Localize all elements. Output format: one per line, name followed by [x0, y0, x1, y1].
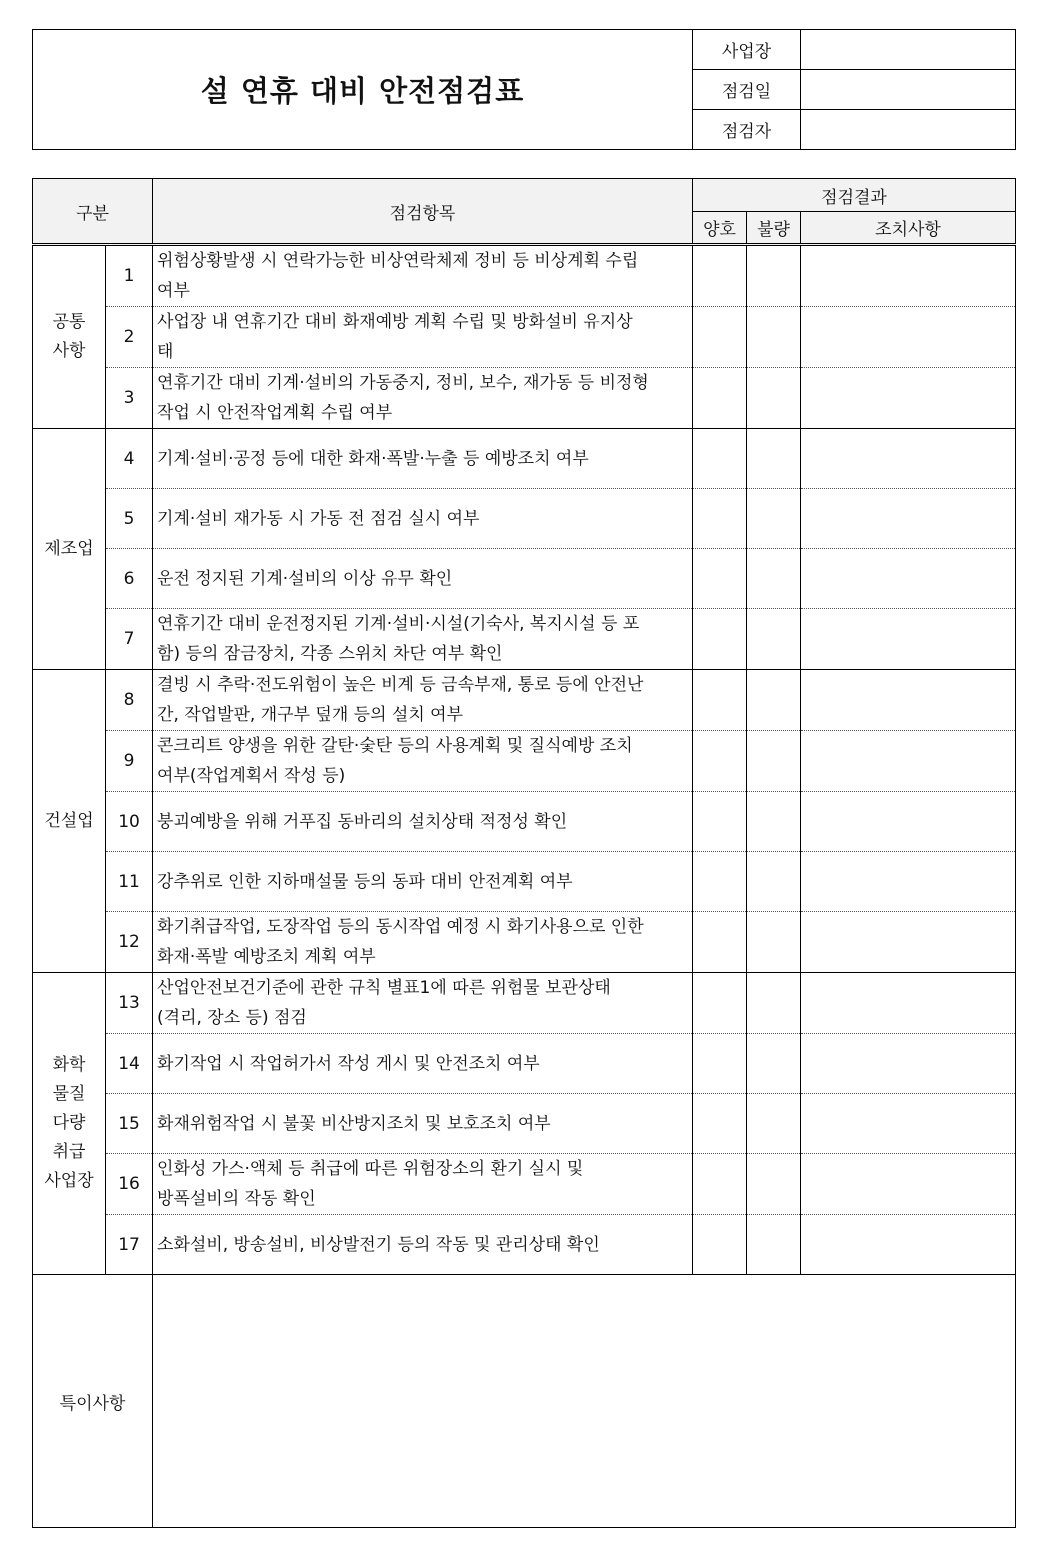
inspector-field[interactable] — [801, 110, 1016, 150]
item-text-line: 화기작업 시 작업허가서 작성 게시 및 안전조치 여부 — [157, 1053, 540, 1074]
item-text-cell — [153, 245, 693, 307]
bad-check-cell[interactable] — [747, 307, 801, 368]
item-text-cell — [153, 852, 693, 912]
action-cell[interactable] — [801, 307, 1016, 368]
item-text-cell — [153, 731, 693, 792]
bad-check-cell[interactable] — [747, 852, 801, 912]
item-text-line: 연휴기간 대비 운전정지된 기계·설비·시설(기숙사, 복지시설 등 포 — [157, 614, 640, 634]
item-text-line: 작업 시 안전작업계획 수립 여부 — [157, 403, 393, 423]
item-text-cell — [153, 973, 693, 1034]
table-row — [33, 549, 1016, 609]
item-number: 10 — [106, 792, 153, 852]
table-row — [33, 912, 1016, 973]
action-cell[interactable] — [801, 731, 1016, 792]
table-row — [33, 731, 1016, 792]
header-table — [32, 29, 1016, 150]
item-text-line: 간, 작업발판, 개구부 덮개 등의 설치 여부 — [157, 705, 463, 725]
action-cell[interactable] — [801, 912, 1016, 973]
category-label-line: 공통 — [52, 312, 86, 332]
item-number: 9 — [106, 731, 153, 792]
inspection-date-field[interactable] — [801, 70, 1016, 110]
result-header: 점검결과 — [693, 179, 1016, 212]
action-cell[interactable] — [801, 1094, 1016, 1154]
item-number: 11 — [106, 852, 153, 912]
item-text-cell — [153, 429, 693, 489]
item-text-line: 화재위험작업 시 불꽃 비산방지조치 및 보호조치 여부 — [157, 1113, 551, 1134]
action-cell[interactable] — [801, 670, 1016, 731]
bad-header: 불량 — [747, 212, 801, 245]
item-number: 17 — [106, 1215, 153, 1275]
item-number: 3 — [106, 368, 153, 429]
item-text-cell — [153, 670, 693, 731]
item-number: 8 — [106, 670, 153, 731]
action-cell[interactable] — [801, 1034, 1016, 1094]
category-label-line: 취급 — [52, 1142, 86, 1162]
bad-check-cell[interactable] — [747, 1094, 801, 1154]
table-row — [33, 852, 1016, 912]
item-number: 4 — [106, 429, 153, 489]
table-row — [33, 1154, 1016, 1215]
bad-check-cell[interactable] — [747, 912, 801, 973]
table-row — [33, 368, 1016, 429]
bad-check-cell[interactable] — [747, 245, 801, 307]
item-text-line: 함) 등의 잠금장치, 각종 스위치 차단 여부 확인 — [157, 644, 503, 664]
item-number: 14 — [106, 1034, 153, 1094]
action-header: 조치사항 — [801, 212, 1016, 245]
good-check-cell[interactable] — [693, 973, 747, 1034]
item-header: 점검항목 — [153, 179, 693, 245]
item-number: 5 — [106, 489, 153, 549]
table-row — [33, 1094, 1016, 1154]
category-label-line: 사업장 — [44, 1171, 94, 1191]
item-text-line: 위험상황발생 시 연락가능한 비상연락체제 정비 등 비상계획 수립 — [157, 251, 639, 271]
good-check-cell[interactable] — [693, 307, 747, 368]
item-text-line: 강추위로 인한 지하매설물 등의 동파 대비 안전계획 여부 — [157, 871, 573, 892]
good-check-cell[interactable] — [693, 1215, 747, 1275]
good-check-cell[interactable] — [693, 792, 747, 852]
action-cell[interactable] — [801, 973, 1016, 1034]
good-check-cell[interactable] — [693, 1034, 747, 1094]
item-text-cell — [153, 549, 693, 609]
item-text-line: 붕괴예방을 위해 거푸집 동바리의 설치상태 적정성 확인 — [157, 811, 568, 832]
bad-check-cell[interactable] — [747, 609, 801, 670]
notes-field[interactable] — [153, 1275, 1016, 1528]
category-cell — [33, 973, 106, 1275]
bad-check-cell[interactable] — [747, 1034, 801, 1094]
item-text-line: 기계·설비·공정 등에 대한 화재·폭발·누출 등 예방조치 여부 — [157, 448, 589, 469]
bad-check-cell[interactable] — [747, 1154, 801, 1215]
bad-check-cell[interactable] — [747, 973, 801, 1034]
action-cell[interactable] — [801, 1215, 1016, 1275]
good-check-cell[interactable] — [693, 731, 747, 792]
inspection-date-label: 점검일 — [693, 70, 801, 110]
item-text-cell — [153, 489, 693, 549]
item-text-line: (격리, 장소 등) 점검 — [157, 1008, 307, 1028]
table-row — [33, 1034, 1016, 1094]
bad-check-cell[interactable] — [747, 368, 801, 429]
item-text-line: 기계·설비 재가동 시 가동 전 점검 실시 여부 — [157, 508, 480, 529]
category-label-line: 물질 — [52, 1084, 86, 1104]
table-row — [33, 792, 1016, 852]
table-row — [33, 1215, 1016, 1275]
workplace-label: 사업장 — [693, 30, 801, 70]
good-check-cell[interactable] — [693, 245, 747, 307]
item-number: 12 — [106, 912, 153, 973]
action-cell[interactable] — [801, 1154, 1016, 1215]
action-cell[interactable] — [801, 549, 1016, 609]
bad-check-cell[interactable] — [747, 670, 801, 731]
action-cell[interactable] — [801, 852, 1016, 912]
category-cell — [33, 429, 106, 670]
good-check-cell[interactable] — [693, 489, 747, 549]
item-text-line: 방폭설비의 작동 확인 — [157, 1189, 316, 1209]
action-cell[interactable] — [801, 429, 1016, 489]
item-text-cell — [153, 307, 693, 368]
table-row — [33, 609, 1016, 670]
category-header: 구분 — [33, 179, 153, 245]
item-number: 6 — [106, 549, 153, 609]
item-number: 7 — [106, 609, 153, 670]
notes-label: 특이사항 — [33, 1275, 153, 1528]
document-title: 설 연휴 대비 안전점검표 — [33, 30, 693, 150]
category-cell — [33, 245, 106, 429]
good-check-cell[interactable] — [693, 609, 747, 670]
good-check-cell[interactable] — [693, 368, 747, 429]
table-row — [33, 670, 1016, 731]
item-text-cell — [153, 912, 693, 973]
category-cell — [33, 670, 106, 973]
inspector-label: 점검자 — [693, 110, 801, 150]
action-cell[interactable] — [801, 609, 1016, 670]
item-text-line: 화재·폭발 예방조치 계획 여부 — [157, 947, 376, 967]
item-text-line: 산업안전보건기준에 관한 규칙 별표1에 따른 위험물 보관상태 — [157, 978, 611, 998]
category-label-line: 사항 — [52, 341, 86, 361]
item-text-line: 연휴기간 대비 기계·설비의 가동중지, 정비, 보수, 재가동 등 비정형 — [157, 373, 649, 393]
bad-check-cell[interactable] — [747, 731, 801, 792]
category-label-line: 제조업 — [44, 538, 94, 559]
item-text-cell — [153, 1154, 693, 1215]
item-text-line: 운전 정지된 기계·설비의 이상 유무 확인 — [157, 568, 453, 589]
item-number: 13 — [106, 973, 153, 1034]
item-text-line: 결빙 시 추락·전도위험이 높은 비계 등 금속부재, 통로 등에 안전난 — [157, 675, 644, 695]
item-text-cell — [153, 368, 693, 429]
category-label-line: 화학 — [52, 1055, 86, 1075]
item-text-line: 사업장 내 연휴기간 대비 화재예방 계획 수립 및 방화설비 유지상 — [157, 312, 633, 332]
item-text-line: 태 — [157, 342, 174, 362]
bad-check-cell[interactable] — [747, 1215, 801, 1275]
good-check-cell[interactable] — [693, 1094, 747, 1154]
table-row — [33, 429, 1016, 489]
bad-check-cell[interactable] — [747, 429, 801, 489]
workplace-field[interactable] — [801, 30, 1016, 70]
table-row — [33, 489, 1016, 549]
item-text-line: 인화성 가스·액체 등 취급에 따른 위험장소의 환기 실시 및 — [157, 1159, 584, 1179]
checklist-body — [33, 245, 1016, 1275]
action-cell[interactable] — [801, 368, 1016, 429]
good-check-cell[interactable] — [693, 670, 747, 731]
item-text-line: 콘크리트 양생을 위한 갈탄·숯탄 등의 사용계획 및 질식예방 조치 — [157, 736, 633, 756]
item-text-line: 여부(작업계획서 작성 등) — [157, 766, 346, 786]
item-number: 15 — [106, 1094, 153, 1154]
item-text-cell — [153, 609, 693, 670]
good-header: 양호 — [693, 212, 747, 245]
item-text-line: 소화설비, 방송설비, 비상발전기 등의 작동 및 관리상태 확인 — [157, 1234, 600, 1255]
item-text-cell — [153, 1215, 693, 1275]
action-cell[interactable] — [801, 489, 1016, 549]
table-row — [33, 245, 1016, 307]
good-check-cell[interactable] — [693, 1154, 747, 1215]
item-text-cell — [153, 792, 693, 852]
good-check-cell[interactable] — [693, 549, 747, 609]
item-text-cell — [153, 1094, 693, 1154]
checklist-table — [32, 178, 1016, 1528]
good-check-cell[interactable] — [693, 429, 747, 489]
good-check-cell[interactable] — [693, 852, 747, 912]
item-text-line: 여부 — [157, 281, 190, 301]
good-check-cell[interactable] — [693, 912, 747, 973]
item-number: 2 — [106, 307, 153, 368]
table-row — [33, 973, 1016, 1034]
item-text-line: 화기취급작업, 도장작업 등의 동시작업 예정 시 화기사용으로 인한 — [157, 917, 644, 937]
item-text-cell — [153, 1034, 693, 1094]
bad-check-cell[interactable] — [747, 489, 801, 549]
action-cell[interactable] — [801, 792, 1016, 852]
item-number: 1 — [106, 245, 153, 307]
category-label-line: 건설업 — [44, 810, 94, 831]
bad-check-cell[interactable] — [747, 549, 801, 609]
bad-check-cell[interactable] — [747, 792, 801, 852]
category-label-line: 다량 — [52, 1113, 86, 1133]
action-cell[interactable] — [801, 245, 1016, 307]
table-row — [33, 307, 1016, 368]
item-number: 16 — [106, 1154, 153, 1215]
